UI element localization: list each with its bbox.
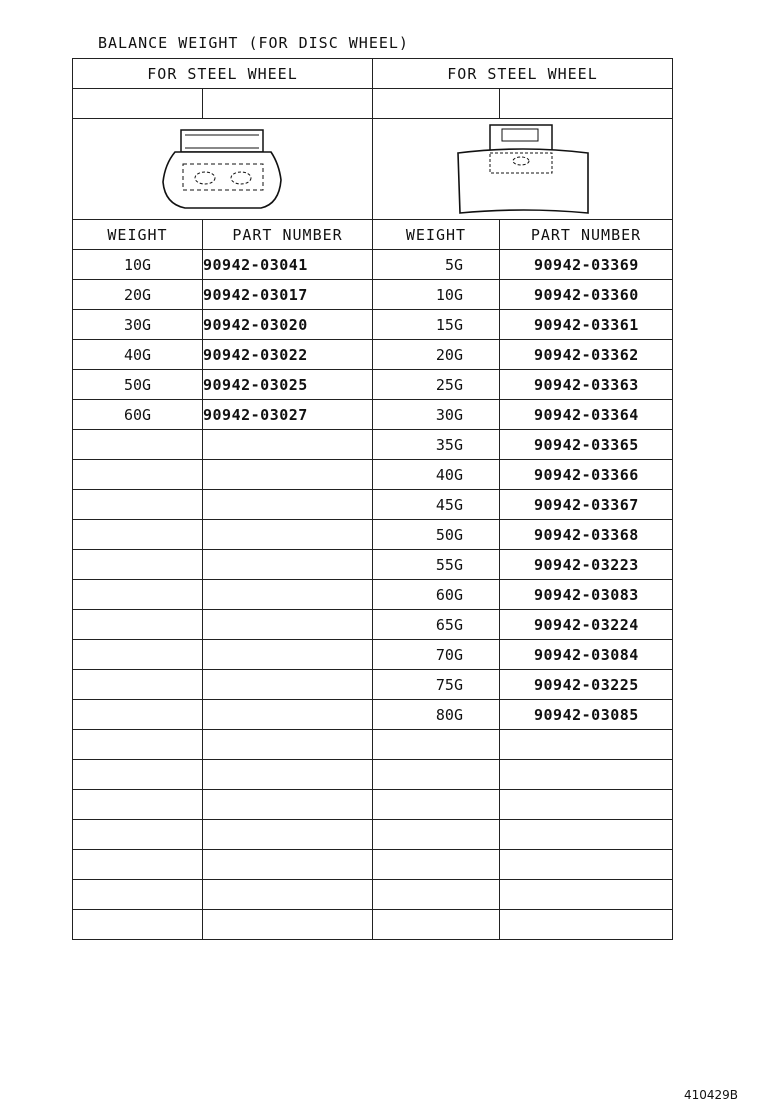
right-part-number-cell: 90942-03223 (500, 550, 673, 580)
right-weight-cell: 80G (373, 700, 500, 730)
blank-cell (203, 670, 373, 700)
right-part-number-cell: 90942-03360 (500, 280, 673, 310)
right-weight-cell: 10G (373, 280, 500, 310)
left-part-number-cell: 90942-03025 (203, 370, 373, 400)
left-weight-header: WEIGHT (73, 220, 203, 250)
left-part-number-cell: 90942-03017 (203, 280, 373, 310)
right-part-number-cell: 90942-03369 (500, 250, 673, 280)
blank-cell (373, 850, 500, 880)
blank-cell (203, 460, 373, 490)
blank-cell (203, 430, 373, 460)
right-weight-cell: 15G (373, 310, 500, 340)
blank-cell (203, 550, 373, 580)
right-part-number-cell: 90942-03364 (500, 400, 673, 430)
blank-cell (373, 730, 500, 760)
blank-cell (203, 730, 373, 760)
blank-cell (500, 910, 673, 940)
table-row (73, 520, 673, 550)
left-weight-cell: 30G (73, 310, 203, 340)
left-weight-cell: 40G (73, 340, 203, 370)
table-row (73, 610, 673, 640)
right-part-number-cell: 90942-03361 (500, 310, 673, 340)
table-row (73, 820, 673, 850)
right-part-number-cell: 90942-03367 (500, 490, 673, 520)
right-weight-cell: 75G (373, 670, 500, 700)
balance-weight-table (72, 58, 673, 940)
blank-cell (203, 520, 373, 550)
blank-cell (73, 580, 203, 610)
blank-cell (73, 760, 203, 790)
table-row (73, 730, 673, 760)
document-title: BALANCE WEIGHT (FOR DISC WHEEL) (98, 34, 409, 52)
right-part-number-cell: 90942-03365 (500, 430, 673, 460)
right-part-number-header: PART NUMBER (500, 220, 673, 250)
blank-cell (73, 430, 203, 460)
blank-cell (203, 490, 373, 520)
clip-on-weight-illustration (153, 124, 293, 214)
table-row (73, 250, 673, 280)
table-row (73, 460, 673, 490)
right-weight-cell: 25G (373, 370, 500, 400)
right-weight-cell: 55G (373, 550, 500, 580)
right-section-header: FOR STEEL WHEEL (373, 59, 673, 89)
table-row (73, 910, 673, 940)
table-row (73, 430, 673, 460)
right-weight-cell: 5G (373, 250, 500, 280)
blank-cell (73, 460, 203, 490)
blank-cell (500, 760, 673, 790)
blank-cell (373, 89, 500, 119)
right-weight-cell: 50G (373, 520, 500, 550)
right-weight-cell: 65G (373, 610, 500, 640)
blank-cell (203, 610, 373, 640)
figure-id: 410429B (683, 1088, 738, 1102)
blank-cell (73, 640, 203, 670)
blank-cell (500, 730, 673, 760)
right-part-number-cell: 90942-03083 (500, 580, 673, 610)
blank-cell (373, 910, 500, 940)
blank-cell (500, 89, 673, 119)
section-header-row (73, 59, 673, 89)
right-weight-cell: 70G (373, 640, 500, 670)
table-row (73, 670, 673, 700)
column-header-row (73, 220, 673, 250)
right-part-number-cell: 90942-03362 (500, 340, 673, 370)
blank-cell (500, 880, 673, 910)
left-part-number-cell: 90942-03027 (203, 400, 373, 430)
table-row (73, 340, 673, 370)
blank-cell (203, 880, 373, 910)
right-illustration-cell (373, 119, 673, 220)
table-row (73, 280, 673, 310)
table-row (73, 490, 673, 520)
left-weight-cell: 60G (73, 400, 203, 430)
table-row (73, 400, 673, 430)
blank-cell (73, 730, 203, 760)
blank-cell (203, 820, 373, 850)
blank-cell (73, 520, 203, 550)
table-body (73, 59, 673, 940)
right-weight-cell: 60G (373, 580, 500, 610)
right-weight-cell: 35G (373, 430, 500, 460)
blank-cell (73, 490, 203, 520)
left-part-number-cell: 90942-03020 (203, 310, 373, 340)
table-row (73, 700, 673, 730)
blank-cell (73, 820, 203, 850)
right-part-number-cell: 90942-03085 (500, 700, 673, 730)
illustration-row (73, 119, 673, 220)
right-part-number-cell: 90942-03366 (500, 460, 673, 490)
right-part-number-cell: 90942-03224 (500, 610, 673, 640)
blank-cell (73, 880, 203, 910)
left-weight-cell: 20G (73, 280, 203, 310)
blank-cell (500, 820, 673, 850)
left-weight-cell: 10G (73, 250, 203, 280)
blank-cell (203, 910, 373, 940)
right-part-number-cell: 90942-03363 (500, 370, 673, 400)
blank-cell (73, 910, 203, 940)
right-weight-cell: 30G (373, 400, 500, 430)
blank-cell (203, 700, 373, 730)
blank-cell (73, 670, 203, 700)
table-row (73, 880, 673, 910)
table-row (73, 790, 673, 820)
right-part-number-cell: 90942-03084 (500, 640, 673, 670)
adhesive-weight-illustration (448, 119, 598, 219)
blank-cell (373, 760, 500, 790)
blank-cell (203, 580, 373, 610)
left-part-number-header: PART NUMBER (203, 220, 373, 250)
right-weight-cell: 20G (373, 340, 500, 370)
right-weight-header: WEIGHT (373, 220, 500, 250)
blank-subheader-row (73, 89, 673, 119)
blank-cell (203, 790, 373, 820)
blank-cell (203, 760, 373, 790)
left-weight-cell: 50G (73, 370, 203, 400)
blank-cell (203, 850, 373, 880)
blank-cell (373, 790, 500, 820)
left-illustration-cell (73, 119, 373, 220)
table-row (73, 550, 673, 580)
left-part-number-cell: 90942-03041 (203, 250, 373, 280)
blank-cell (73, 850, 203, 880)
table-row (73, 850, 673, 880)
blank-cell (203, 89, 373, 119)
table-row (73, 760, 673, 790)
blank-cell (500, 850, 673, 880)
blank-cell (500, 790, 673, 820)
table-row (73, 370, 673, 400)
left-part-number-cell: 90942-03022 (203, 340, 373, 370)
blank-cell (373, 820, 500, 850)
right-part-number-cell: 90942-03225 (500, 670, 673, 700)
blank-cell (73, 700, 203, 730)
table-row (73, 310, 673, 340)
blank-cell (73, 610, 203, 640)
blank-cell (73, 790, 203, 820)
right-weight-cell: 45G (373, 490, 500, 520)
blank-cell (203, 640, 373, 670)
blank-cell (73, 550, 203, 580)
blank-cell (373, 880, 500, 910)
table-row (73, 640, 673, 670)
table-row (73, 580, 673, 610)
right-weight-cell: 40G (373, 460, 500, 490)
right-part-number-cell: 90942-03368 (500, 520, 673, 550)
blank-cell (73, 89, 203, 119)
left-section-header: FOR STEEL WHEEL (73, 59, 373, 89)
